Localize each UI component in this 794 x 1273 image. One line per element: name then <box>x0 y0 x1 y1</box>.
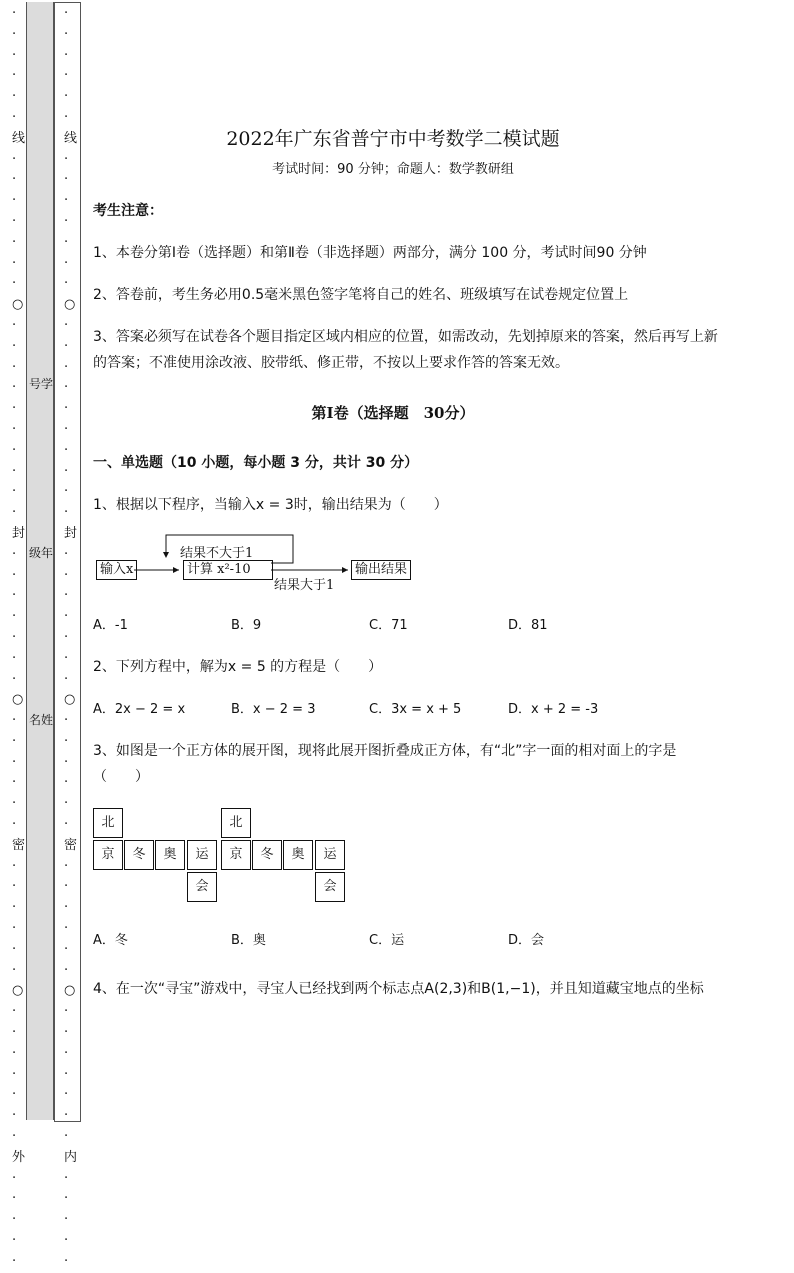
notice-item: 2、答卷前，考生务必用0.5毫米黑色签字笔将自己的姓名、班级填写在试卷规定位置上 <box>93 287 629 303</box>
net-cell-top: 北 <box>93 808 123 838</box>
inner-mark-secret: 密 <box>64 837 78 853</box>
inner-dot-column: · · · · · · 线 · · · · · · · ○ · · · · · · · · · · 封 · · · · · · · ○ · · · · · · 密 · · · · · · ○ · · · · · · · 内 · · · · · <box>64 6 78 1269</box>
net-cell: 运 <box>187 840 217 870</box>
option-c[interactable]: C．71 <box>369 618 408 633</box>
option-b[interactable]: B．9 <box>231 618 262 633</box>
question-stem: 3、如图是一个正方体的展开图，现将此展开图折叠成正方体，有“北”字一面的相对面上的字是 <box>93 743 677 759</box>
page-title: 2022年广东省普宁市中考数学二模试题 <box>226 128 560 150</box>
cube-net-left <box>93 808 223 904</box>
student-number-label: 号学 <box>29 377 54 391</box>
name-label: 名姓 <box>29 713 54 727</box>
question-stem: 2、下列方程中，解为x = 5 的方程是（ ） <box>93 659 383 675</box>
option-c[interactable]: C．运 <box>369 933 405 948</box>
net-cell-bottom: 会 <box>315 872 345 902</box>
outer-mark-seal: 封 <box>12 525 26 541</box>
compute-box: 计算 x²-10 <box>183 560 273 580</box>
outer-mark-outside: 外 <box>12 1149 26 1165</box>
outer-mark-circle: ○ <box>12 297 24 313</box>
net-cell: 奥 <box>155 840 185 870</box>
option-b[interactable]: B．x − 2 = 3 <box>231 702 316 717</box>
option-d[interactable]: D．x + 2 = -3 <box>508 702 599 717</box>
net-cell-bottom: 会 <box>187 872 217 902</box>
inner-mark-circle: ○ <box>64 297 76 313</box>
part-title: 第Ⅰ卷（选择题 30分） <box>311 404 475 422</box>
program-flowchart <box>96 533 426 593</box>
exam-subtitle: 考试时间：90 分钟；命题人：数学教研组 <box>272 162 514 177</box>
option-c[interactable]: C．3x = x + 5 <box>369 702 462 717</box>
net-cell: 京 <box>221 840 251 870</box>
net-cell: 冬 <box>124 840 154 870</box>
outer-mark-line: 线 <box>12 130 26 146</box>
output-box: 输出结果 <box>351 560 411 580</box>
inner-mark-inside: 内 <box>64 1149 78 1165</box>
notice-heading: 考生注意： <box>93 203 163 219</box>
outer-mark-secret: 密 <box>12 837 26 853</box>
net-cell: 运 <box>315 840 345 870</box>
option-a[interactable]: A．2x − 2 = x <box>93 702 186 717</box>
option-a[interactable]: A．冬 <box>93 933 128 948</box>
question-stem: 4、在一次“寻宝”游戏中，寻宝人已经找到两个标志点A(2,3)和B(1,−1)，并且知道藏宝地点的坐标 <box>93 981 704 997</box>
notice-item: 1、本卷分第Ⅰ卷（选择题）和第Ⅱ卷（非选择题）两部分，满分 100 分，考试时间90 分钟 <box>93 245 647 261</box>
net-cell: 京 <box>93 840 123 870</box>
option-a[interactable]: A．-1 <box>93 618 128 633</box>
inner-mark-seal: 封 <box>64 525 78 541</box>
notice-item: 的答案；不准使用涂改液、胶带纸、修正带，不按以上要求作答的答案无效。 <box>93 355 569 371</box>
question-stem: 1、根据以下程序，当输入x = 3时，输出结果为（ ） <box>93 497 448 513</box>
loop-condition-label: 结果不大于1 <box>180 546 254 561</box>
option-b[interactable]: B．奥 <box>231 933 266 948</box>
option-d[interactable]: D．81 <box>508 618 548 633</box>
exit-condition-label: 结果大于1 <box>274 578 335 593</box>
question-stem-continued: （ ） <box>93 769 149 785</box>
notice-item: 3、答案必须写在试卷各个题目指定区域内相应的位置，如需改动，先划掉原来的答案，然后再写上新 <box>93 329 718 345</box>
outer-dot-column: · · · · · · 线 · · · · · · · ○ · · · · · · · · · · 封 · · · · · · · ○ · · · · · · 密 · · · · · · ○ · · · · · · · 外 · · · · · <box>12 6 26 1269</box>
outer-mark-circle: ○ <box>12 692 24 708</box>
inner-mark-circle: ○ <box>64 692 76 708</box>
option-d[interactable]: D．会 <box>508 933 545 948</box>
section-heading: 一、单选题（10 小题，每小题 3 分，共计 30 分） <box>93 455 419 471</box>
cube-net-right <box>221 808 351 904</box>
net-cell-top: 北 <box>221 808 251 838</box>
net-cell: 冬 <box>252 840 282 870</box>
input-box: 输入x <box>96 560 137 580</box>
outer-mark-circle: ○ <box>12 983 24 999</box>
net-cell: 奥 <box>283 840 313 870</box>
inner-mark-circle: ○ <box>64 983 76 999</box>
grade-label: 级年 <box>29 546 54 560</box>
inner-mark-line: 线 <box>64 130 78 146</box>
